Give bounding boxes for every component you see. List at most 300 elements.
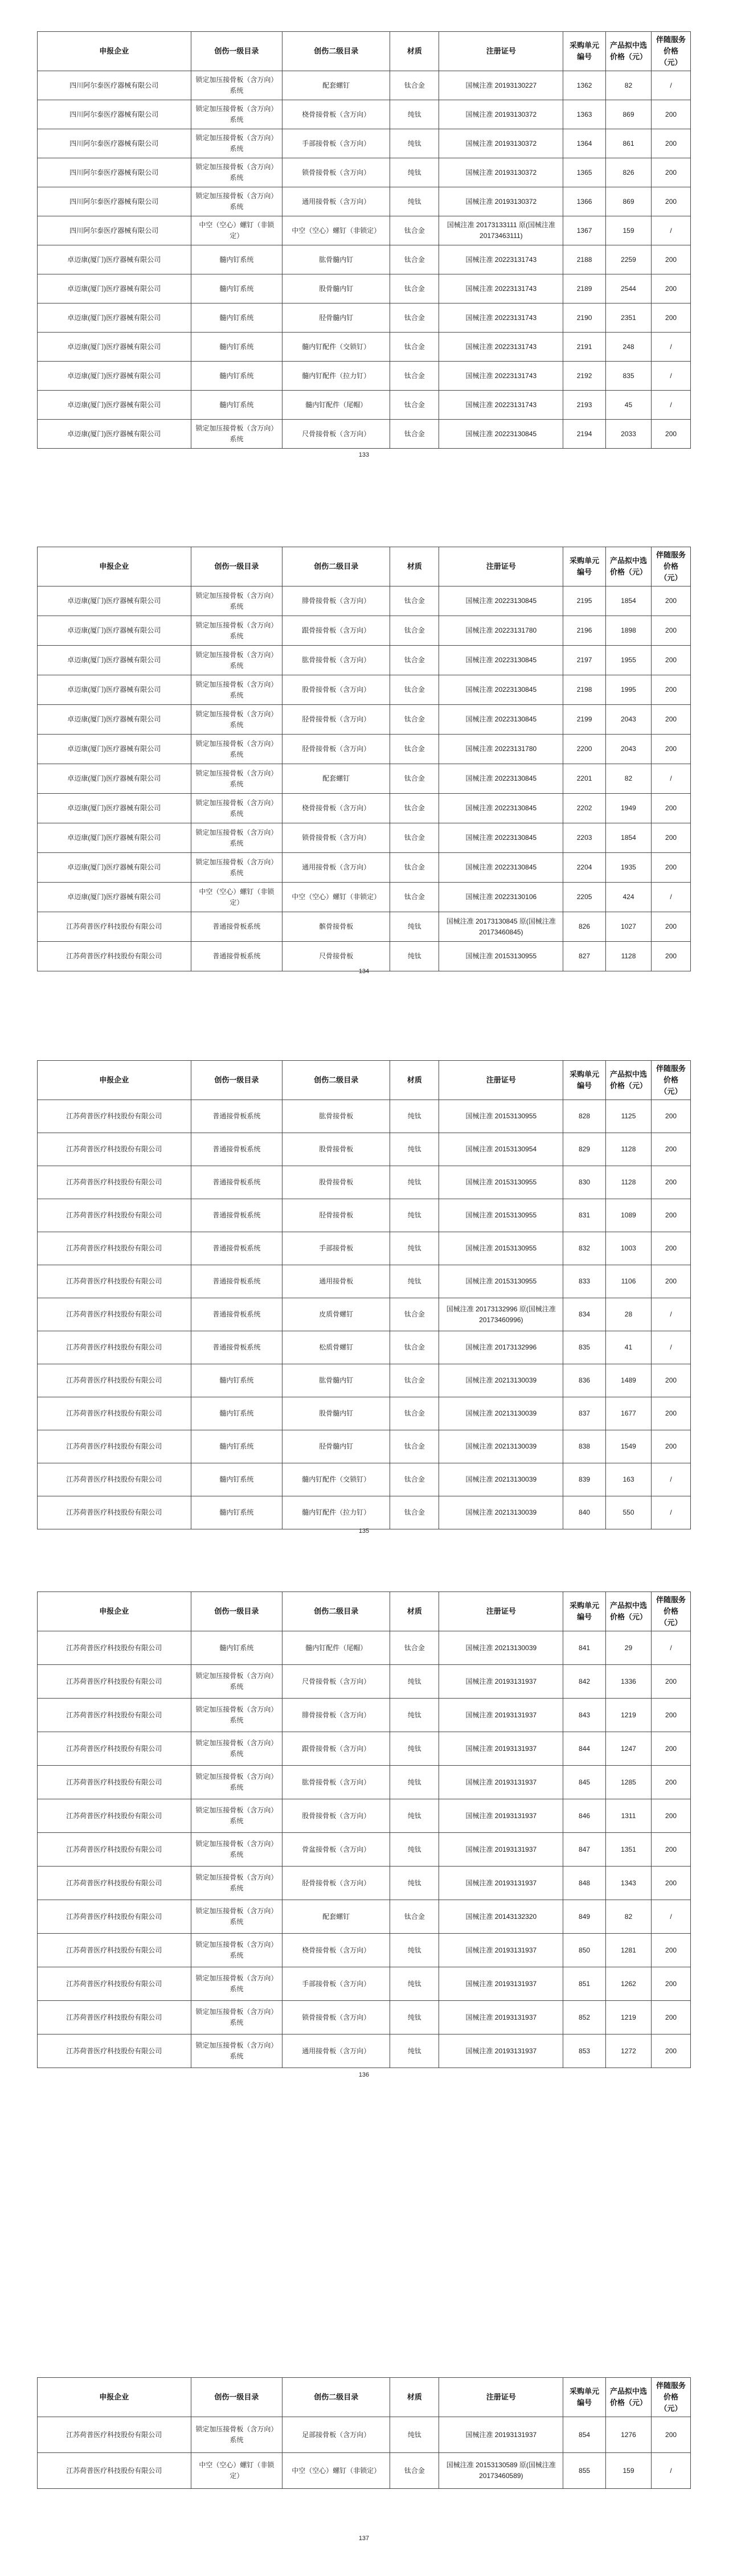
- table-cell: 通用接骨板（含万向）: [282, 187, 390, 216]
- table-cell: 四川阿尔泰医疗器械有限公司: [38, 100, 191, 129]
- table-cell: 851: [563, 1967, 606, 2001]
- table-cell: 861: [605, 129, 651, 158]
- column-header: 注册证号: [439, 32, 563, 71]
- table-cell: 普通接骨板系统: [191, 1133, 282, 1166]
- table-cell: 钛合金: [390, 794, 439, 823]
- table-cell: 江苏荷普医疗科技股份有限公司: [38, 1900, 191, 1934]
- table-row: [38, 794, 691, 823]
- table-cell: 江苏荷普医疗科技股份有限公司: [38, 1631, 191, 1665]
- column-header: 产品拟中选价格（元）: [605, 547, 651, 586]
- table-cell: 1362: [563, 71, 606, 100]
- table-cell: 纯钛: [390, 1265, 439, 1298]
- table-cell: 江苏荷普医疗科技股份有限公司: [38, 1699, 191, 1732]
- column-header: 材质: [390, 2378, 439, 2417]
- table-cell: 1489: [605, 1364, 651, 1397]
- column-header: 创伤一级目录: [191, 32, 282, 71]
- table-cell: /: [652, 362, 691, 391]
- column-header: 材质: [390, 1061, 439, 1100]
- table-cell: 869: [605, 187, 651, 216]
- table-cell: 配套螺钉: [282, 71, 390, 100]
- table-cell: 2188: [563, 245, 606, 274]
- table-cell: 842: [563, 1665, 606, 1699]
- table-row: [38, 1199, 691, 1232]
- table-cell: 髓内钉系统: [191, 1430, 282, 1463]
- table-cell: 锁定加压接骨板（含万向）系统: [191, 158, 282, 187]
- table-cell: 胫骨接骨板（含万向）: [282, 735, 390, 764]
- table-cell: 850: [563, 1934, 606, 1967]
- table-cell: 江苏荷普医疗科技股份有限公司: [38, 2034, 191, 2068]
- table-cell: 钛合金: [390, 1496, 439, 1529]
- table-cell: 846: [563, 1799, 606, 1833]
- column-header: 采购单元编号: [563, 2378, 606, 2417]
- table-cell: 国械注准 20223131780: [439, 735, 563, 764]
- column-header: 采购单元编号: [563, 1061, 606, 1100]
- table-cell: 纯钛: [390, 1665, 439, 1699]
- header-row: [38, 1592, 691, 1631]
- table-cell: 200: [652, 1166, 691, 1199]
- table-cell: 2193: [563, 391, 606, 420]
- table-cell: 卓迈康(厦门)医疗器械有限公司: [38, 883, 191, 912]
- table-row: [38, 883, 691, 912]
- table-cell: /: [652, 1298, 691, 1331]
- table-cell: 江苏荷普医疗科技股份有限公司: [38, 1496, 191, 1529]
- table-cell: 200: [652, 2034, 691, 2068]
- table-cell: 纯钛: [390, 2034, 439, 2068]
- table-cell: 200: [652, 705, 691, 735]
- table-cell: 四川阿尔泰医疗器械有限公司: [38, 158, 191, 187]
- table-cell: 831: [563, 1199, 606, 1232]
- table-cell: 835: [563, 1331, 606, 1364]
- table-cell: 江苏荷普医疗科技股份有限公司: [38, 1331, 191, 1364]
- table-row: [38, 158, 691, 187]
- table-cell: 200: [652, 1364, 691, 1397]
- table-cell: 胫骨接骨板（含万向）: [282, 1867, 390, 1900]
- table-cell: 卓迈康(厦门)医疗器械有限公司: [38, 675, 191, 705]
- table-cell: 普通接骨板系统: [191, 1232, 282, 1265]
- table-cell: 江苏荷普医疗科技股份有限公司: [38, 1199, 191, 1232]
- table-cell: 2201: [563, 764, 606, 794]
- table-cell: /: [652, 2453, 691, 2489]
- table-cell: 41: [605, 1331, 651, 1364]
- table-cell: 1949: [605, 794, 651, 823]
- table-cell: 1364: [563, 129, 606, 158]
- table-cell: 200: [652, 1967, 691, 2001]
- table-cell: 纯钛: [390, 912, 439, 942]
- table-cell: 1898: [605, 616, 651, 646]
- page-number: 133: [358, 452, 370, 458]
- table-cell: 200: [652, 274, 691, 303]
- table-cell: 卓迈康(厦门)医疗器械有限公司: [38, 245, 191, 274]
- table-cell: 江苏荷普医疗科技股份有限公司: [38, 1298, 191, 1331]
- table-cell: /: [652, 216, 691, 245]
- table-cell: 2043: [605, 735, 651, 764]
- table-cell: 国械注准 20223131743: [439, 303, 563, 333]
- table-row: [38, 1833, 691, 1867]
- column-header: 注册证号: [439, 1592, 563, 1631]
- table-cell: 锁定加压接骨板（含万向）系统: [191, 764, 282, 794]
- table-cell: 钛合金: [390, 1397, 439, 1430]
- table-cell: 尺骨接骨板（含万向）: [282, 1665, 390, 1699]
- table-cell: 股骨接骨板（含万向）: [282, 675, 390, 705]
- table-row: [38, 1133, 691, 1166]
- column-header: 创伤二级目录: [282, 547, 390, 586]
- table-cell: 锁定加压接骨板（含万向）系统: [191, 71, 282, 100]
- table-cell: 江苏荷普医疗科技股份有限公司: [38, 1166, 191, 1199]
- table-row: [38, 1799, 691, 1833]
- table-cell: 826: [563, 912, 606, 942]
- table-cell: 国械注准 20173132996 原(国械注准 20173460996): [439, 1298, 563, 1331]
- table-cell: 1219: [605, 1699, 651, 1732]
- column-header: 产品拟中选价格（元）: [605, 1592, 651, 1631]
- table-cell: 普通接骨板系统: [191, 1166, 282, 1199]
- table-cell: 841: [563, 1631, 606, 1665]
- table-cell: 国械注准 20193131937: [439, 1799, 563, 1833]
- table-cell: 锁定加压接骨板（含万向）系统: [191, 1934, 282, 1967]
- table-cell: 国械注准 20153130589 原(国械注准 20173460589): [439, 2453, 563, 2489]
- table-cell: 卓迈康(厦门)医疗器械有限公司: [38, 646, 191, 675]
- table-cell: 国械注准 20223131743: [439, 362, 563, 391]
- table-cell: 股骨髓内钉: [282, 274, 390, 303]
- table-cell: 江苏荷普医疗科技股份有限公司: [38, 1397, 191, 1430]
- table-cell: 锁定加压接骨板（含万向）系统: [191, 823, 282, 853]
- table-cell: 钛合金: [390, 735, 439, 764]
- table-cell: 髓内钉系统: [191, 303, 282, 333]
- table-cell: 桡骨接骨板（含万向）: [282, 1934, 390, 1967]
- table-cell: 钛合金: [390, 303, 439, 333]
- table-cell: 卓迈康(厦门)医疗器械有限公司: [38, 853, 191, 883]
- table-cell: 2043: [605, 705, 651, 735]
- table-cell: 钛合金: [390, 646, 439, 675]
- table-cell: 腓骨接骨板（含万向）: [282, 586, 390, 616]
- table-cell: 200: [652, 1232, 691, 1265]
- table-cell: 卓迈康(厦门)医疗器械有限公司: [38, 362, 191, 391]
- column-header: 创伤二级目录: [282, 1061, 390, 1100]
- column-header: 伴随服务价格（元）: [652, 2378, 691, 2417]
- table-cell: 国械注准 20223130845: [439, 794, 563, 823]
- column-header: 产品拟中选价格（元）: [605, 2378, 651, 2417]
- table-cell: 江苏荷普医疗科技股份有限公司: [38, 1364, 191, 1397]
- table-cell: 锁定加压接骨板（含万向）系统: [191, 1732, 282, 1766]
- table-cell: 纯钛: [390, 2001, 439, 2034]
- table-cell: 中空（空心）螺钉（非锁定）: [282, 216, 390, 245]
- table-cell: 国械注准 20153130955: [439, 1265, 563, 1298]
- table-cell: 江苏荷普医疗科技股份有限公司: [38, 1967, 191, 2001]
- table-cell: 2033: [605, 420, 651, 449]
- table-cell: /: [652, 71, 691, 100]
- table-cell: 通用接骨板（含万向）: [282, 2034, 390, 2068]
- table-cell: 159: [605, 216, 651, 245]
- table-cell: 869: [605, 100, 651, 129]
- table-cell: 29: [605, 1631, 651, 1665]
- table-row: [38, 187, 691, 216]
- table-cell: 髓内钉配件（交锁钉）: [282, 333, 390, 362]
- table-cell: 锁骨接骨板（含万向）: [282, 823, 390, 853]
- table-cell: 国械注准 20223131743: [439, 274, 563, 303]
- column-header: 创伤一级目录: [191, 547, 282, 586]
- table-cell: 髓内钉系统: [191, 1364, 282, 1397]
- column-header: 创伤二级目录: [282, 2378, 390, 2417]
- table-cell: 四川阿尔泰医疗器械有限公司: [38, 71, 191, 100]
- table-cell: 通用接骨板: [282, 1265, 390, 1298]
- table-cell: 腓骨接骨板（含万向）: [282, 1699, 390, 1732]
- table-cell: /: [652, 1631, 691, 1665]
- header-row: [38, 547, 691, 586]
- column-header: 伴随服务价格（元）: [652, 1592, 691, 1631]
- table-cell: 锁定加压接骨板（含万向）系统: [191, 420, 282, 449]
- table-cell: 普通接骨板系统: [191, 942, 282, 971]
- table-cell: 1677: [605, 1397, 651, 1430]
- table-cell: 江苏荷普医疗科技股份有限公司: [38, 1265, 191, 1298]
- table-row: [38, 1766, 691, 1799]
- column-header: 注册证号: [439, 547, 563, 586]
- table-row: [38, 675, 691, 705]
- table-row: [38, 586, 691, 616]
- column-header: 材质: [390, 547, 439, 586]
- table-cell: 2202: [563, 794, 606, 823]
- table-cell: 卓迈康(厦门)医疗器械有限公司: [38, 705, 191, 735]
- table-cell: 国械注准 20193131937: [439, 1867, 563, 1900]
- table-row: [38, 1496, 691, 1529]
- table-cell: 2192: [563, 362, 606, 391]
- table-cell: 1281: [605, 1934, 651, 1967]
- table-cell: 2200: [563, 735, 606, 764]
- table-row: [38, 1463, 691, 1496]
- table-cell: 钛合金: [390, 362, 439, 391]
- table-cell: 纯钛: [390, 1766, 439, 1799]
- table-cell: 200: [652, 1766, 691, 1799]
- table-cell: 纯钛: [390, 1199, 439, 1232]
- table-cell: 肱骨髓内钉: [282, 245, 390, 274]
- table-cell: 国械注准 20193130372: [439, 100, 563, 129]
- table-cell: 纯钛: [390, 1699, 439, 1732]
- column-header: 申报企业: [38, 1592, 191, 1631]
- table-cell: 胫骨髓内钉: [282, 303, 390, 333]
- table-cell: 82: [605, 764, 651, 794]
- table-cell: 国械注准 20223130845: [439, 853, 563, 883]
- table-row: [38, 616, 691, 646]
- table-cell: 200: [652, 158, 691, 187]
- table-row: [38, 362, 691, 391]
- table-cell: 1106: [605, 1265, 651, 1298]
- table-cell: 1272: [605, 2034, 651, 2068]
- table-cell: /: [652, 333, 691, 362]
- table-cell: 852: [563, 2001, 606, 2034]
- table-cell: 国械注准 20193131937: [439, 2034, 563, 2068]
- page-number: 136: [358, 2072, 370, 2078]
- table-cell: 200: [652, 1430, 691, 1463]
- table-cell: 江苏荷普医疗科技股份有限公司: [38, 1232, 191, 1265]
- table-cell: 国械注准 20153130955: [439, 1232, 563, 1265]
- table-cell: 锁定加压接骨板（含万向）系统: [191, 2034, 282, 2068]
- table-cell: 1128: [605, 942, 651, 971]
- table-cell: 826: [605, 158, 651, 187]
- table-cell: 国械注准 20213130039: [439, 1397, 563, 1430]
- table-cell: /: [652, 1331, 691, 1364]
- table-cell: 国械注准 20223130845: [439, 823, 563, 853]
- table-cell: 普通接骨板系统: [191, 1100, 282, 1133]
- table-cell: 钛合金: [390, 1463, 439, 1496]
- table-row: [38, 1265, 691, 1298]
- table-row: [38, 2034, 691, 2068]
- table-cell: 2196: [563, 616, 606, 646]
- table-cell: 江苏荷普医疗科技股份有限公司: [38, 2001, 191, 2034]
- table-cell: 手部接骨板（含万向）: [282, 129, 390, 158]
- table-cell: 1089: [605, 1199, 651, 1232]
- table-row: [38, 216, 691, 245]
- table-cell: 普通接骨板系统: [191, 1265, 282, 1298]
- table-cell: 1935: [605, 853, 651, 883]
- table-cell: 82: [605, 1900, 651, 1934]
- table-cell: 纯钛: [390, 1232, 439, 1265]
- table-cell: 江苏荷普医疗科技股份有限公司: [38, 1665, 191, 1699]
- table-cell: 纯钛: [390, 1799, 439, 1833]
- table-cell: 844: [563, 1732, 606, 1766]
- table-row: [38, 245, 691, 274]
- table-cell: 通用接骨板（含万向）: [282, 853, 390, 883]
- table-cell: 钛合金: [390, 1298, 439, 1331]
- column-header: 伴随服务价格（元）: [652, 32, 691, 71]
- table-cell: 卓迈康(厦门)医疗器械有限公司: [38, 616, 191, 646]
- table-cell: 锁定加压接骨板（含万向）系统: [191, 646, 282, 675]
- table-cell: 髓内钉系统: [191, 1463, 282, 1496]
- table-cell: 163: [605, 1463, 651, 1496]
- table-cell: 骨盆接骨板（含万向）: [282, 1833, 390, 1867]
- table-cell: 国械注准 20223130845: [439, 646, 563, 675]
- table-cell: 胫骨接骨板（含万向）: [282, 705, 390, 735]
- table-cell: 2199: [563, 705, 606, 735]
- table-cell: 卓迈康(厦门)医疗器械有限公司: [38, 794, 191, 823]
- table-row: [38, 942, 691, 971]
- table-row: [38, 391, 691, 420]
- table-cell: 桡骨接骨板（含万向）: [282, 794, 390, 823]
- table-cell: 国械注准 20213130039: [439, 1496, 563, 1529]
- table-cell: 国械注准 20153130955: [439, 1199, 563, 1232]
- table-cell: 国械注准 20223130845: [439, 675, 563, 705]
- procurement-table-page-136: [37, 1591, 691, 2068]
- table-cell: 江苏荷普医疗科技股份有限公司: [38, 1133, 191, 1166]
- table-cell: 国械注准 20193131937: [439, 1967, 563, 2001]
- page-number: 137: [358, 2535, 370, 2542]
- table-cell: 钛合金: [390, 274, 439, 303]
- table-cell: 锁骨接骨板（含万向）: [282, 158, 390, 187]
- table-cell: 纯钛: [390, 100, 439, 129]
- table-cell: 足部接骨板（含万向）: [282, 2417, 390, 2453]
- table-cell: 200: [652, 646, 691, 675]
- column-header: 伴随服务价格（元）: [652, 1061, 691, 1100]
- table-cell: 锁定加压接骨板（含万向）系统: [191, 187, 282, 216]
- table-cell: 45: [605, 391, 651, 420]
- table-cell: 848: [563, 1867, 606, 1900]
- table-cell: 江苏荷普医疗科技股份有限公司: [38, 1430, 191, 1463]
- table-cell: 卓迈康(厦门)医疗器械有限公司: [38, 274, 191, 303]
- table-cell: 肱骨接骨板（含万向）: [282, 1766, 390, 1799]
- table-cell: 2191: [563, 333, 606, 362]
- table-row: [38, 420, 691, 449]
- table-cell: 髓内钉配件（尾帽）: [282, 1631, 390, 1665]
- table-cell: 锁定加压接骨板（含万向）系统: [191, 1967, 282, 2001]
- table-cell: 200: [652, 245, 691, 274]
- table-cell: 2544: [605, 274, 651, 303]
- table-cell: 838: [563, 1430, 606, 1463]
- table-cell: 钛合金: [390, 1364, 439, 1397]
- table-row: [38, 823, 691, 853]
- table-row: [38, 1631, 691, 1665]
- table-row: [38, 303, 691, 333]
- table-cell: 200: [652, 1133, 691, 1166]
- table-cell: 国械注准 20193130227: [439, 71, 563, 100]
- table-cell: 钛合金: [390, 853, 439, 883]
- table-cell: 国械注准 20223130845: [439, 586, 563, 616]
- table-cell: 钛合金: [390, 2453, 439, 2489]
- table-cell: 国械注准 20223130106: [439, 883, 563, 912]
- table-cell: 纯钛: [390, 1100, 439, 1133]
- table-cell: 1955: [605, 646, 651, 675]
- table-cell: 钛合金: [390, 705, 439, 735]
- table-cell: 国械注准 20193130372: [439, 187, 563, 216]
- table-cell: 纯钛: [390, 1967, 439, 2001]
- table-cell: 钛合金: [390, 764, 439, 794]
- table-cell: 200: [652, 616, 691, 646]
- table-cell: 髓内钉系统: [191, 362, 282, 391]
- table-cell: 国械注准 20143132320: [439, 1900, 563, 1934]
- table-cell: 国械注准 20153130955: [439, 1166, 563, 1199]
- table-cell: 锁定加压接骨板（含万向）系统: [191, 735, 282, 764]
- table-cell: 纯钛: [390, 187, 439, 216]
- table-cell: 江苏荷普医疗科技股份有限公司: [38, 1934, 191, 1967]
- table-cell: 833: [563, 1265, 606, 1298]
- table-cell: 1549: [605, 1430, 651, 1463]
- table-cell: 髓内钉配件（尾帽）: [282, 391, 390, 420]
- table-cell: 锁定加压接骨板（含万向）系统: [191, 616, 282, 646]
- table-cell: 国械注准 20213130039: [439, 1364, 563, 1397]
- table-cell: 国械注准 20193130372: [439, 129, 563, 158]
- table-cell: 髓内钉系统: [191, 245, 282, 274]
- table-cell: 髓内钉系统: [191, 1397, 282, 1430]
- table-cell: 国械注准 20213130039: [439, 1430, 563, 1463]
- table-cell: 股骨接骨板: [282, 1166, 390, 1199]
- column-header: 创伤一级目录: [191, 2378, 282, 2417]
- table-cell: 肱骨髓内钉: [282, 1364, 390, 1397]
- table-cell: 1351: [605, 1833, 651, 1867]
- table-cell: 200: [652, 420, 691, 449]
- table-cell: 钛合金: [390, 1430, 439, 1463]
- table-cell: 200: [652, 1100, 691, 1133]
- table-cell: 中空（空心）螺钉（非锁定）: [191, 216, 282, 245]
- table-row: [38, 1934, 691, 1967]
- table-cell: 肱骨接骨板（含万向）: [282, 646, 390, 675]
- table-cell: 839: [563, 1463, 606, 1496]
- table-cell: 配套螺钉: [282, 764, 390, 794]
- table-cell: 江苏荷普医疗科技股份有限公司: [38, 1766, 191, 1799]
- table-cell: 200: [652, 853, 691, 883]
- table-cell: 200: [652, 1934, 691, 1967]
- table-cell: 2190: [563, 303, 606, 333]
- table-cell: 847: [563, 1833, 606, 1867]
- column-header: 申报企业: [38, 2378, 191, 2417]
- table-cell: 髓内钉系统: [191, 333, 282, 362]
- table-cell: 锁定加压接骨板（含万向）系统: [191, 705, 282, 735]
- table-row: [38, 646, 691, 675]
- header-row: [38, 1061, 691, 1100]
- table-cell: 国械注准 20153130955: [439, 942, 563, 971]
- table-cell: 髓内钉配件（交锁钉）: [282, 1463, 390, 1496]
- table-cell: 锁定加压接骨板（含万向）系统: [191, 1833, 282, 1867]
- table-cell: 827: [563, 942, 606, 971]
- table-cell: 手部接骨板: [282, 1232, 390, 1265]
- table-cell: 1128: [605, 1133, 651, 1166]
- column-header: 产品拟中选价格（元）: [605, 32, 651, 71]
- table-cell: 200: [652, 1799, 691, 1833]
